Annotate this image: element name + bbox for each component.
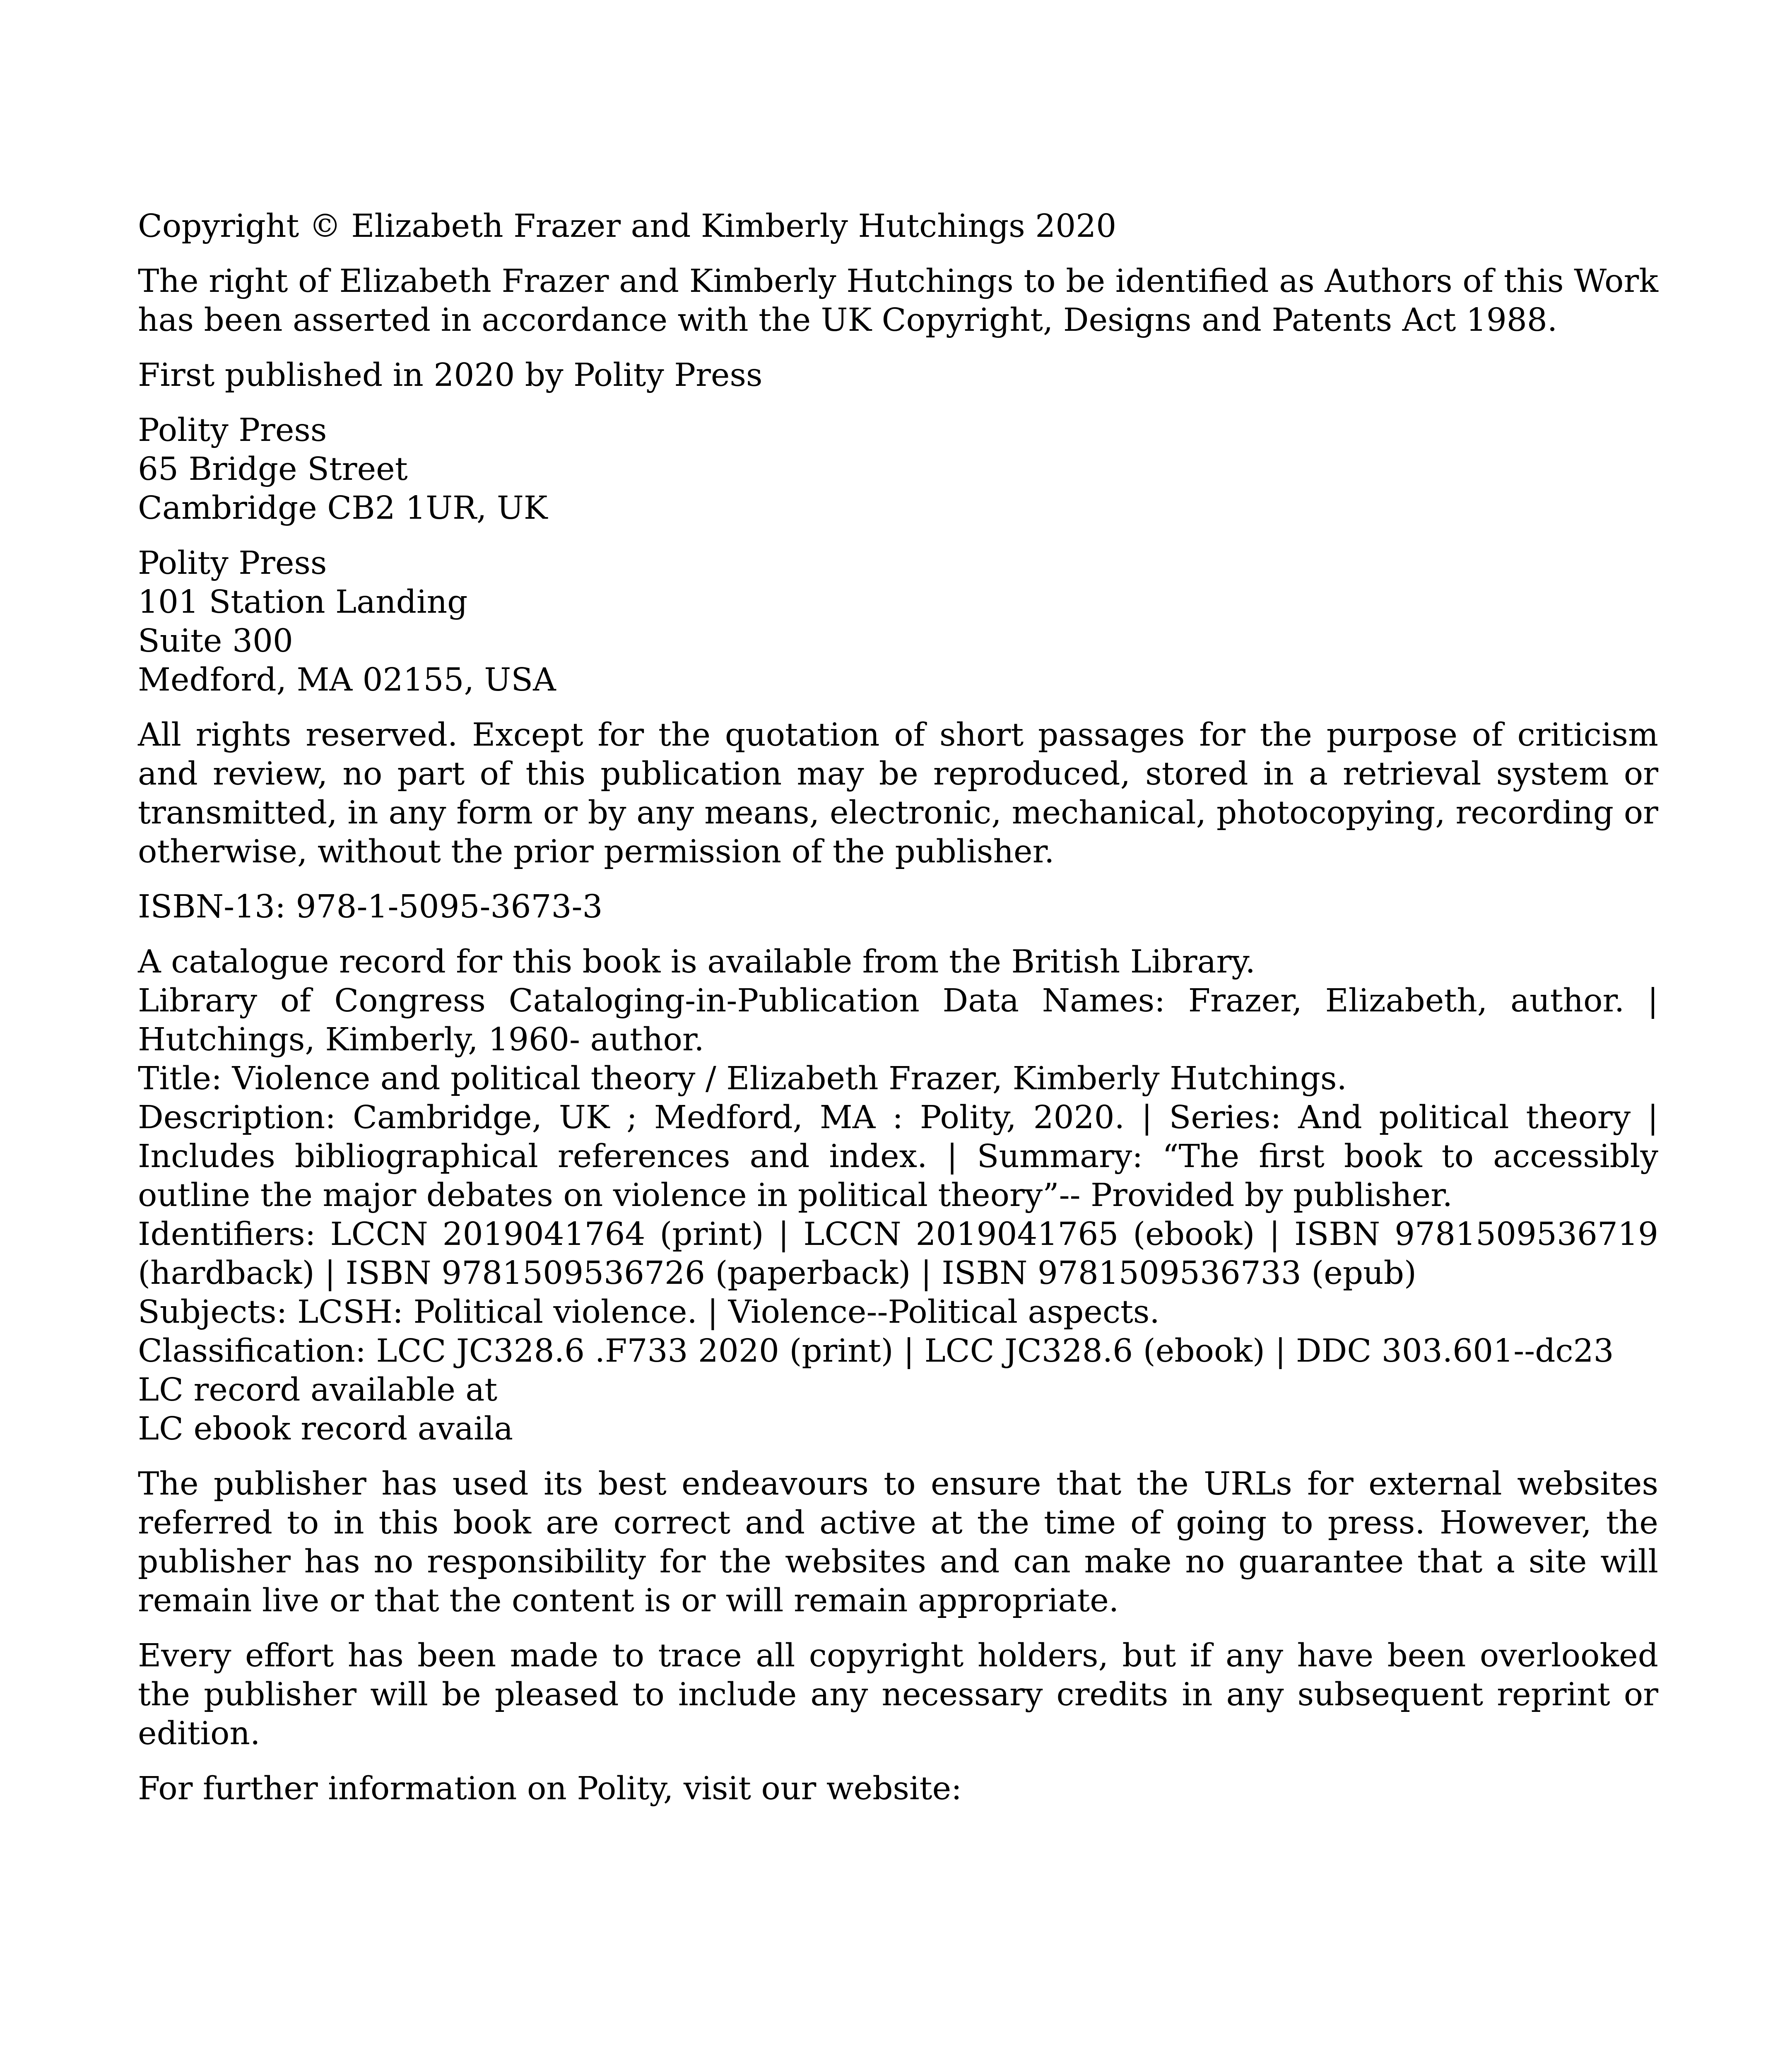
british-library-record: A catalogue record for this book is available from the British Library. bbox=[138, 944, 1256, 980]
loc-classification: Classification: LCC JC328.6 .F733 2020 (print) | LCC JC328.6 (ebook) | DDC 303.601--dc23 bbox=[138, 1333, 1614, 1370]
copyright-page bbox=[138, 207, 1658, 1824]
urls-disclaimer: The publisher has used its best endeavours to ensure that the URLs for external websites referred to in this book are correct and active at the time of going to press. However, the publisher has no responsibility for the websites and can make no guarantee that a site will remain live or that the content is or will remain appropriate. bbox=[138, 1466, 1658, 1619]
further-information-line: For further information on Polity, visit our website: bbox=[138, 1770, 962, 1807]
copyright-line: Copyright © Elizabeth Frazer and Kimberly Hutchings 2020 bbox=[138, 208, 1117, 245]
us-address-city: Medford, MA 02155, USA bbox=[138, 662, 556, 698]
rights-reserved-statement: All rights reserved. Except for the quotation of short passages for the purpose of criticism and review, no part of this publication may be reproduced, stored in a retrieval system or transmitted, in any form or by any means, electronic, mechanical, photocopying, recording or otherwise, without the prior permission of the publisher. bbox=[138, 717, 1658, 870]
us-address-street: 101 Station Landing bbox=[138, 584, 468, 621]
us-address-name: Polity Press bbox=[138, 545, 327, 582]
loc-names: Library of Congress Cataloging-in-Publication Data Names: Frazer, Elizabeth, author. | Hutchings, Kimberly, 1960- author. bbox=[138, 982, 1658, 1058]
uk-publisher-address bbox=[138, 411, 1658, 528]
uk-address-street: 65 Bridge Street bbox=[138, 451, 408, 488]
first-published-line: First published in 2020 by Polity Press bbox=[138, 357, 763, 394]
copyright-holders-statement: Every effort has been made to trace all copyright holders, but if any have been overlooked the publisher will be pleased to include any necessary credits in any subsequent reprint or edition. bbox=[138, 1637, 1658, 1752]
lc-ebook-record-line: LC ebook record availa bbox=[138, 1410, 513, 1447]
loc-description: Description: Cambridge, UK ; Medford, MA : Polity, 2020. | Series: And political theory | Includes bibliographical references and index. | Summary: “The first book to accessibly outline the major debates on violence in political theory”-- Provided by publisher. bbox=[138, 1099, 1658, 1214]
us-publisher-address bbox=[138, 544, 1658, 700]
us-address-suite: Suite 300 bbox=[138, 623, 293, 660]
loc-subjects: Subjects: LCSH: Political violence. | Violence--Political aspects. bbox=[138, 1294, 1160, 1331]
loc-identifiers: Identifiers: LCCN 2019041764 (print) | LCCN 2019041765 (ebook) | ISBN 9781509536719 (hardback) | ISBN 9781509536726 (paperback) | ISBN 9781509536733 (epub) bbox=[138, 1216, 1658, 1292]
moral-rights-statement: The right of Elizabeth Frazer and Kimberly Hutchings to be identified as Authors of this Work has been asserted in accordance with the UK Copyright, Designs and Patents Act 1988. bbox=[138, 263, 1658, 339]
lc-record-line: LC record available at bbox=[138, 1372, 498, 1408]
isbn-line: ISBN-13: 978-1-5095-3673-3 bbox=[138, 888, 603, 925]
cataloguing-data bbox=[138, 943, 1658, 1449]
loc-title: Title: Violence and political theory / Elizabeth Frazer, Kimberly Hutchings. bbox=[138, 1060, 1347, 1097]
uk-address-name: Polity Press bbox=[138, 412, 327, 449]
uk-address-city: Cambridge CB2 1UR, UK bbox=[138, 490, 548, 527]
